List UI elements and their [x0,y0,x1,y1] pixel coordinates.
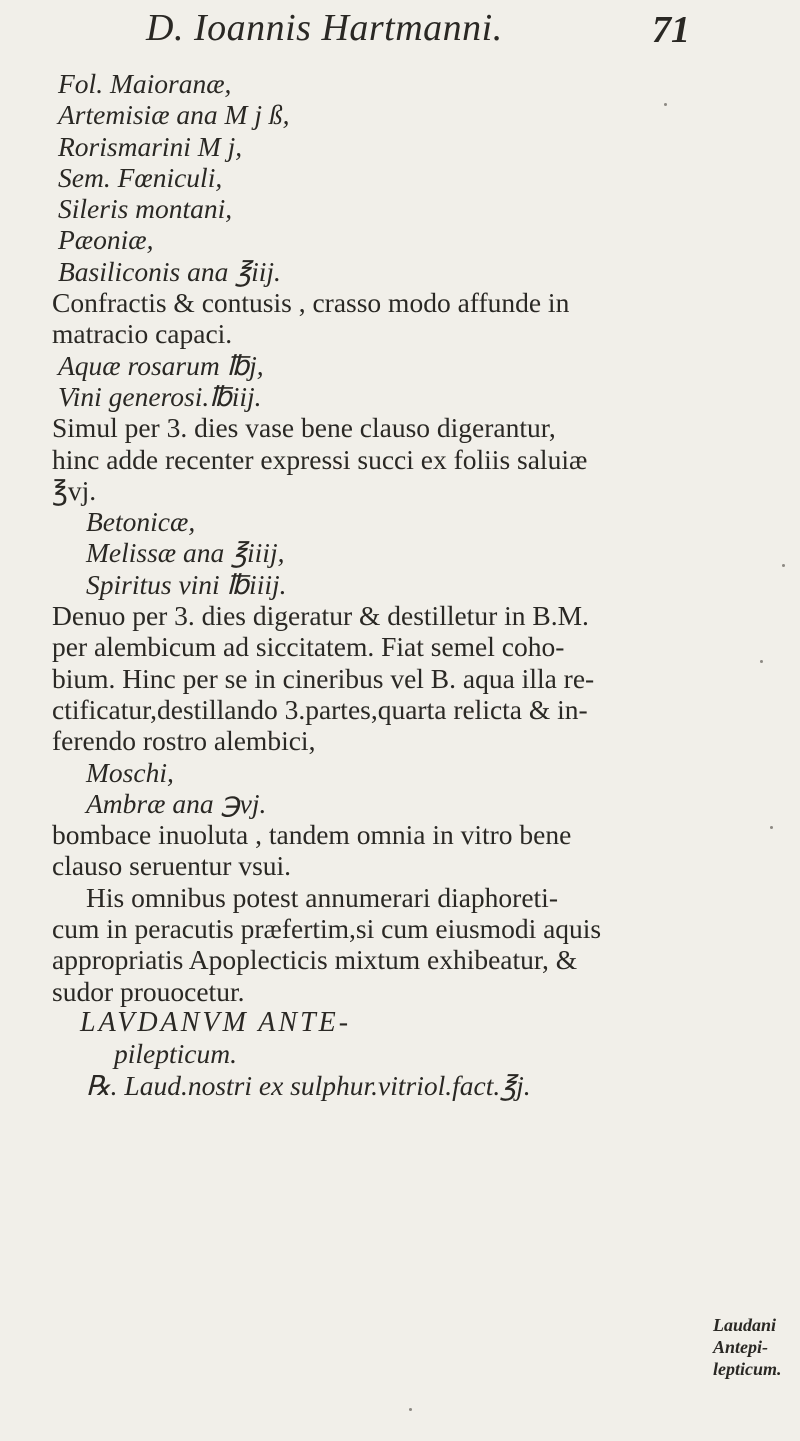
text-line: bium. Hinc per se in cineribus vel B. aqua illa re- [52,662,595,694]
text-line: clauso seruentur vsui. [52,850,292,882]
text-line: LAVDANVM ANTE- [80,1006,352,1038]
body-text [52,68,702,1101]
margin-note-line: Laudani [713,1315,777,1335]
margin-note-line: lepticum. [713,1359,782,1379]
text-line: sudor prouocetur. [52,975,245,1007]
text-line: ctificatur,destillando 3.partes,quarta relicta & in- [52,693,588,725]
text-line: appropriatis Apoplecticis mixtum exhibeatur, & [52,944,578,976]
text-line: Simul per 3. dies vase bene clauso digerantur, [52,412,556,444]
text-line: matracio capaci. [52,318,233,350]
margin-note [713,1314,798,1380]
text-line: Rorismarini M j, [58,130,243,162]
text-line: Fol. Maioranæ, [58,68,232,99]
text-line: Confractis & contusis , crasso modo affunde in [52,287,570,319]
text-line: His omnibus potest annumerari diaphoreti- [86,881,558,913]
text-line: Spiritus vini ℔iiij. [86,568,287,600]
paper-speck [664,103,667,106]
text-line: Melissæ ana ℥iiij, [86,537,285,569]
text-line: Aquæ rosarum ℔j, [58,349,264,381]
text-line: per alembicum ad siccitatem. Fiat semel coho- [52,631,565,663]
text-line: Artemisiæ ana M j ß, [58,99,290,131]
text-line: Sem. Fœniculi, [58,161,223,193]
page-header [140,6,700,66]
text-line: Sileris montani, [58,193,233,225]
text-line: hinc adde recenter expressi succi ex foliis saluiæ [52,443,588,475]
text-line: cum in peracutis præfertim,si cum eiusmodi aquis [52,913,602,945]
text-line: Ambræ ana ℈vj. [86,787,267,819]
text-line: Denuo per 3. dies digeratur & destilletur in B.M. [52,600,589,632]
text-line: Basiliconis ana ℥iij. [58,255,281,287]
margin-note-line: Antepi- [713,1337,769,1357]
text-line: ℥vj. [52,474,97,506]
text-line: bombace inuoluta , tandem omnia in vitro bene [52,819,572,851]
running-head: D. Ioannis Hartmanni. [146,7,503,49]
page-number: 71 [652,9,690,51]
text-line: ℞. Laud.nostri ex sulphur.vitriol.fact.℥j. [86,1069,531,1101]
text-line: pilepticum. [114,1038,237,1070]
text-line: ferendo rostro alembici, [52,725,316,757]
text-line: Betonicæ, [86,506,196,538]
paper-speck [770,826,773,829]
text-line: Moschi, [86,756,174,788]
text-line: Pæoniæ, [58,224,154,256]
paper-speck [409,1408,412,1411]
text-line: Vini generosi.℔iij. [58,380,262,412]
paper-speck [760,660,763,663]
paper-speck [782,564,785,567]
